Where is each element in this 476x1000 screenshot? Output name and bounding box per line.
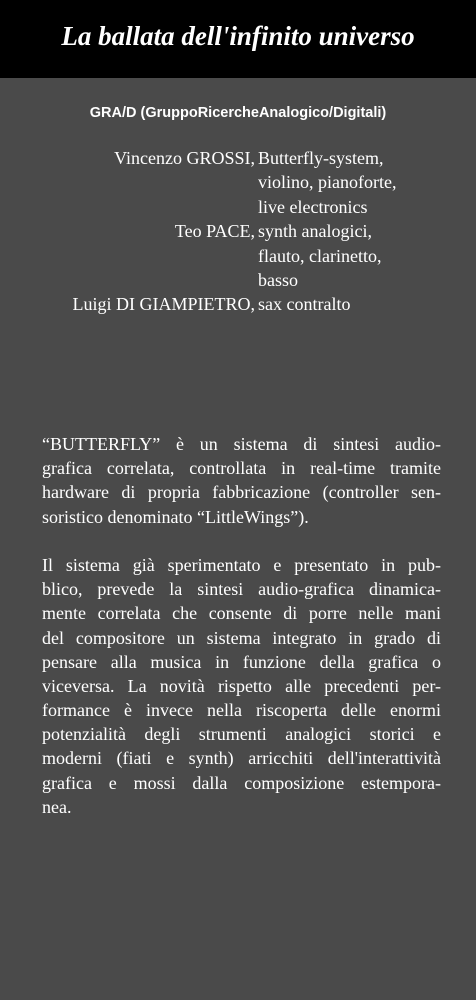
instrument-line: violino, pianoforte, bbox=[258, 172, 397, 193]
text-line: grafica correlata, controllata in real-time tramite bbox=[42, 458, 441, 479]
text-line: hardware di propria fabbricazione (controller sen- bbox=[42, 482, 441, 503]
text-line: grafica e mossi dalla composizione estempora- bbox=[42, 772, 441, 793]
text-line: moderni (fiati e synth) arricchiti dell'interattività bbox=[42, 748, 441, 769]
text-line: pensare alla musica in funzione della grafica o bbox=[42, 651, 441, 672]
text-line: nea. bbox=[42, 796, 72, 817]
instrument-line: Butterfly-system, bbox=[258, 148, 384, 168]
paragraph bbox=[42, 553, 441, 819]
text-line: potenzialità degli strumenti analogici storici e bbox=[42, 724, 441, 745]
text-line: Il sistema già sperimentato e presentato in pub- bbox=[42, 554, 441, 575]
instrument-line: live electronics bbox=[258, 196, 368, 217]
performer-instruments bbox=[255, 219, 418, 292]
instrument-line: basso bbox=[258, 270, 298, 291]
text-line: blico, prevede la sintesi audio-grafica dinamica- bbox=[42, 579, 441, 600]
text-line: “BUTTERFLY” è un sistema di sintesi audio- bbox=[42, 434, 441, 454]
instrument-line: flauto, clarinetto, bbox=[258, 245, 382, 266]
text-line: formance è invece nella riscoperta delle enormi bbox=[42, 700, 441, 721]
text-line: viceversa. La novità rispetto alle precedenti per- bbox=[42, 675, 441, 696]
performer-instruments bbox=[255, 146, 418, 219]
paragraph-gap bbox=[42, 529, 441, 553]
performer-instruments bbox=[255, 292, 418, 316]
text-line: mente correlata che consente di porre nelle mani bbox=[42, 603, 441, 624]
group-name: GRA/D (GruppoRicercheAnalogico/Digitali) bbox=[89, 105, 387, 121]
title-bar bbox=[0, 0, 476, 78]
performer-name: Teo PACE, bbox=[174, 221, 255, 242]
performer-name: Vincenzo GROSSI, bbox=[114, 148, 255, 168]
instrument-line: sax contralto bbox=[258, 294, 351, 315]
text-line: soristico denominato “LittleWings”). bbox=[42, 506, 309, 527]
instrument-line: synth analogici, bbox=[258, 221, 372, 242]
page-title: La ballata dell'infinito universo bbox=[61, 21, 415, 51]
performer-name: Luigi DI GIAMPIETRO, bbox=[72, 294, 255, 315]
performer bbox=[0, 219, 476, 292]
text-line: del compositore un sistema integrato in grado di bbox=[42, 627, 441, 648]
performers-list bbox=[0, 146, 476, 317]
performer bbox=[0, 292, 476, 316]
performer bbox=[0, 146, 476, 219]
description bbox=[42, 432, 441, 819]
paragraph bbox=[42, 432, 441, 529]
